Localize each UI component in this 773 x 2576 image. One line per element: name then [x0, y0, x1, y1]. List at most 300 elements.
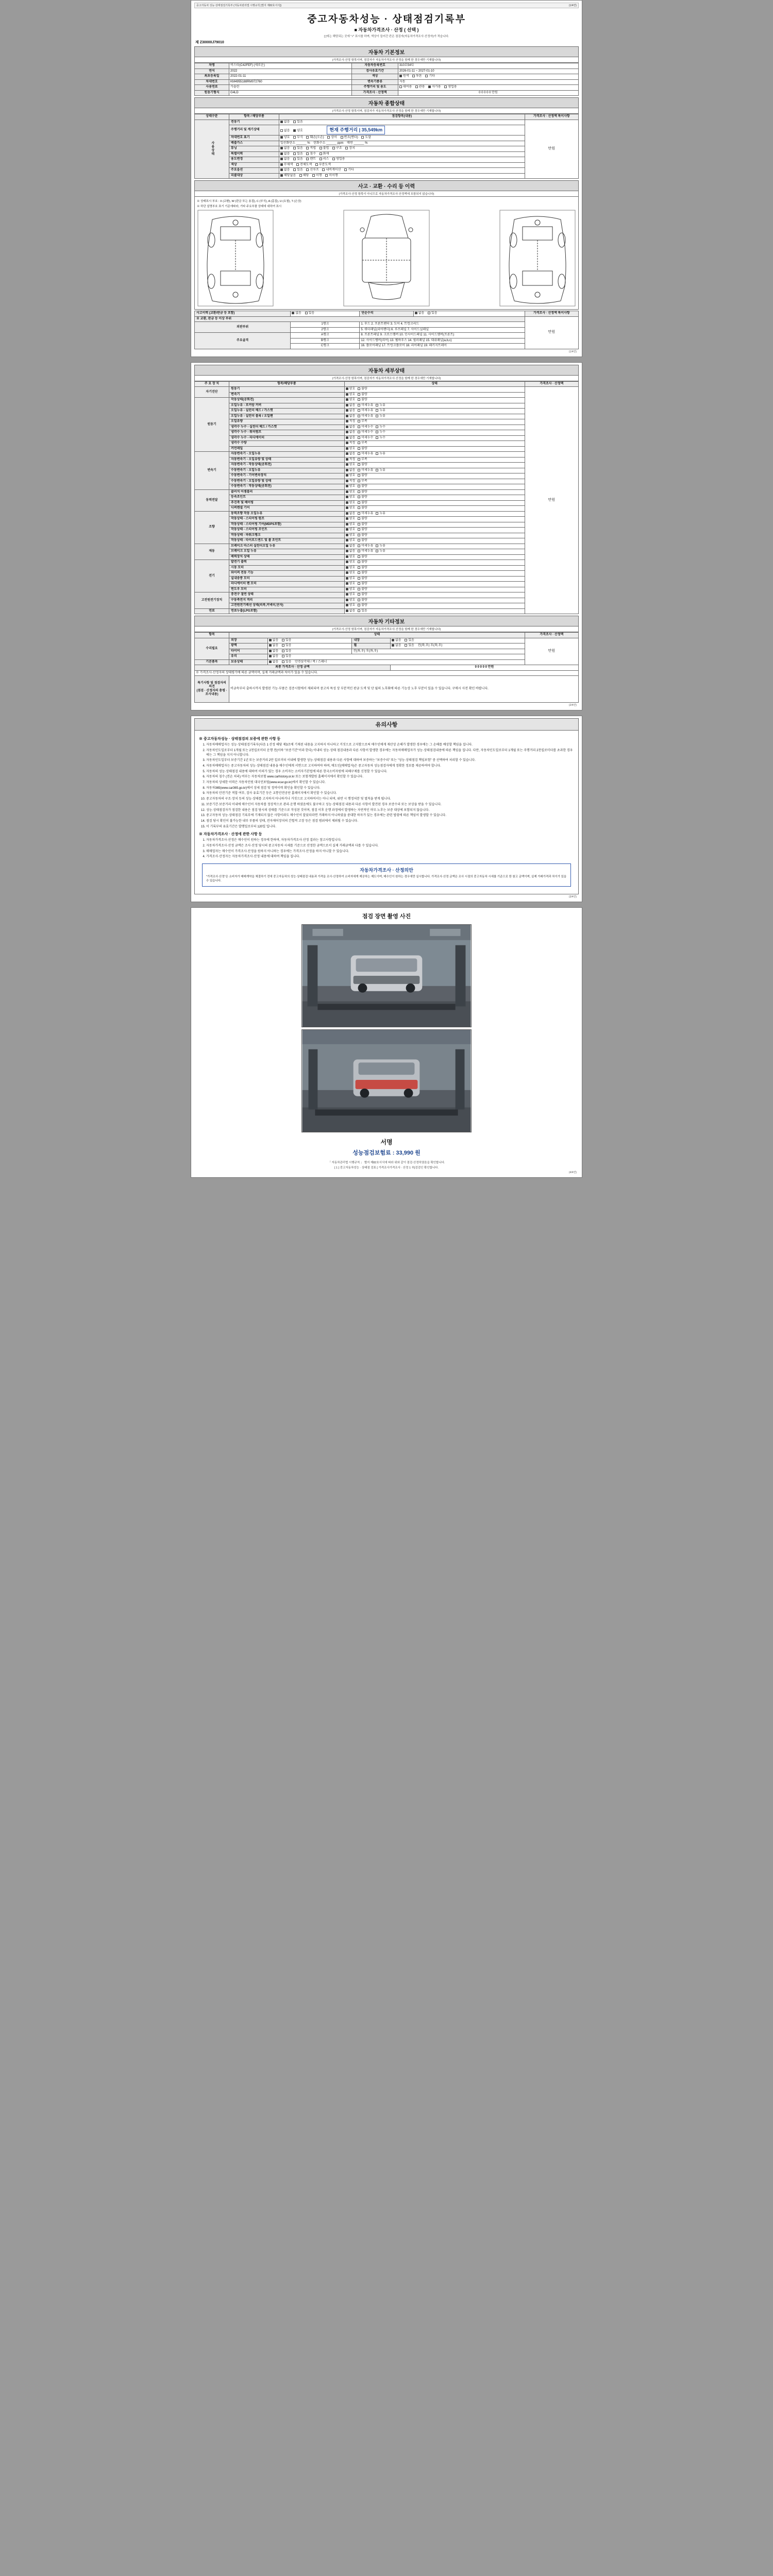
detail-row: [195, 479, 579, 484]
detail-opt-6-4-1[interactable]: [358, 582, 367, 586]
sign-footer-1: 「 자동차관리법 시행규칙 」 별지 제82호서식에 따라 위와 같이 점검·산정하였음을 확인합니다.: [328, 1161, 445, 1164]
other-opt-1-0-label: 없음: [272, 644, 279, 648]
basic-right-label: 가격조사 · 산정액: [352, 90, 398, 96]
detail-opt-2-6-1[interactable]: [358, 485, 367, 489]
detail-opts-6-2: [344, 571, 525, 577]
detail-item-6-3: 실내송풍 모터: [229, 576, 345, 582]
checkbox-icon: [444, 86, 447, 88]
emission-hc-label: 탄화수소: [313, 141, 326, 145]
detail-opt-1-2-1[interactable]: [358, 409, 373, 413]
detail-row: [195, 398, 579, 403]
detail-opt-4-4-1[interactable]: [358, 534, 367, 538]
other-opt2-1-1[interactable]: [405, 644, 414, 648]
guide-item-7: 8. 자동차365(www.car365.go.kr)에서 상세 점검 및 정비이력 확인을 확인할 수 있습니다.: [206, 786, 574, 791]
checkbox-icon: [346, 452, 348, 455]
detail-opt-label: 부족: [361, 420, 367, 423]
guide-sec1-list: [206, 743, 574, 802]
basic-value2-1: 2026-01-11 ~ 2027-01-10: [398, 69, 578, 74]
total-value: 0 0 0 0 0 만원: [390, 665, 578, 671]
detail-opt-2-4-1[interactable]: [358, 474, 367, 478]
footer-note-label: [195, 676, 229, 703]
detail-opt-label: 양호: [349, 582, 356, 586]
tuning-part-0[interactable]: [332, 147, 342, 151]
option-sub-0[interactable]: [306, 168, 318, 173]
detail-row: [195, 425, 579, 430]
detail-opt-1-7-1[interactable]: [358, 436, 373, 440]
detail-opt-0-1-0[interactable]: [346, 393, 356, 397]
detail-row: [195, 549, 579, 555]
basic-value2-0: 310호54디: [398, 63, 578, 69]
detail-opt-label: 없음: [349, 403, 356, 407]
checkbox-icon: [399, 75, 402, 77]
color-opt-0[interactable]: [399, 75, 409, 79]
detail-opt-2-3-2[interactable]: [376, 469, 385, 473]
overall-opt-1-1[interactable]: [293, 129, 303, 133]
detail-opt-6-2-0[interactable]: [346, 571, 356, 575]
detail-opt-label: 양호: [349, 533, 356, 537]
detail-opt-3-0-1[interactable]: [358, 490, 367, 495]
usechg-opt-0[interactable]: [280, 158, 290, 162]
detail-opts-7-0: [344, 592, 525, 598]
detail-opt-3-2-1[interactable]: [358, 501, 367, 505]
other-opt-4-0[interactable]: [269, 660, 279, 665]
detail-opt-3-3-0[interactable]: [346, 506, 356, 511]
detail-opts-1-5: [344, 425, 525, 430]
paint-opt-0[interactable]: [280, 163, 293, 167]
usechg-sub-1[interactable]: [320, 158, 329, 162]
fee-value: 33,990 원: [396, 1149, 421, 1156]
detail-opts-0-1: [344, 392, 525, 398]
other-opt-4-0-label: 없음: [272, 660, 279, 664]
detail-opt-label: 없음: [349, 436, 356, 439]
checkbox-icon: [346, 604, 348, 606]
checkbox-icon: [346, 447, 348, 450]
other-opt-3-0[interactable]: [269, 655, 279, 659]
other-opt-3-1[interactable]: [282, 655, 292, 659]
checkbox-icon: [346, 512, 348, 515]
checkbox-icon: [293, 158, 296, 160]
checkbox-icon: [280, 168, 283, 171]
usechg-sub-0-label: 렌트: [310, 158, 316, 161]
detail-opt-6-1-1[interactable]: [358, 566, 367, 570]
detail-item-7-2: 고전원전기배선 상태(피복,커넥터,단자): [229, 603, 345, 609]
checkbox-icon: [376, 431, 378, 433]
parts-title: ※ 교환, 판금 등 이상 부위: [195, 316, 525, 322]
detail-opt-2-0-2[interactable]: [376, 452, 385, 456]
checkbox-icon: [376, 550, 378, 552]
detail-opt-2-2-0[interactable]: [346, 463, 356, 467]
detail-opt-1-4-0[interactable]: [346, 420, 356, 424]
recall-opt-0[interactable]: [280, 174, 296, 178]
detail-opt-4-1-0[interactable]: [346, 517, 356, 521]
paint-opt-1[interactable]: [296, 163, 312, 167]
page-1: [191, 0, 582, 357]
detail-opt-1-3-0[interactable]: [346, 415, 356, 419]
guide-item-c-0: 1. 자동차가격조사·산정은 매수인이 원하는 경우에 한하며, 자동차가격조사·산정 결과는 참고사항입니다.: [206, 838, 574, 843]
tuning-sub-0[interactable]: [306, 147, 316, 151]
recall-opt-1-label: 해당: [303, 174, 309, 177]
page-2: [191, 362, 582, 711]
usage-opt-3[interactable]: [444, 86, 457, 90]
simple-opt-0[interactable]: [415, 312, 425, 316]
detail-opt-label: 누수: [379, 436, 385, 439]
basic-info-table: [194, 63, 579, 96]
detail-opt-2-2-1[interactable]: [358, 463, 367, 467]
detail-opt-1-6-1[interactable]: [358, 431, 373, 435]
checkbox-icon: [412, 75, 415, 77]
usage-opt-1[interactable]: [415, 86, 425, 90]
checkbox-icon: [346, 469, 348, 471]
checkbox-icon: [282, 639, 284, 641]
detail-opt-3-1-1[interactable]: [358, 496, 367, 500]
checkbox-icon: [346, 404, 348, 406]
detail-opt-4-5-1[interactable]: [358, 539, 367, 543]
checkbox-icon: [269, 639, 272, 641]
detail-opt-6-1-0[interactable]: [346, 566, 356, 570]
other-opt-2-1[interactable]: [282, 650, 292, 654]
other-opt-2-0[interactable]: [269, 650, 279, 654]
detail-opt-6-0-0[interactable]: [346, 561, 356, 565]
overall-opt-2-4-label: 변조(변타): [344, 136, 358, 140]
detail-opt-1-2-2[interactable]: [376, 409, 385, 413]
detail-opt-2-3-1[interactable]: [358, 469, 373, 473]
other-opt-1-0[interactable]: [269, 644, 279, 648]
option-sub-2[interactable]: [344, 168, 354, 173]
other-opt2-0-0[interactable]: [392, 639, 401, 643]
guide-item-c-1: 2. 자동차가격조사·산정 금액은 조사·산정 당시의 중고자동차 시세를 기준으로 산정한 금액으로서 실제 거래금액과 다를 수 있습니다.: [206, 844, 574, 849]
detail-opt-3-1-0[interactable]: [346, 496, 356, 500]
checkbox-icon: [358, 404, 360, 406]
option-opt-1[interactable]: [293, 168, 303, 173]
detail-opt-5-1-1[interactable]: [358, 550, 373, 554]
other-opt-4-1[interactable]: [282, 660, 292, 665]
detail-opt-1-1-1[interactable]: [358, 404, 373, 408]
detail-opt-1-2-0[interactable]: [346, 409, 356, 413]
detail-opt-4-2-0[interactable]: [346, 523, 356, 527]
detail-opt-2-5-1[interactable]: [358, 480, 367, 484]
detail-opt-1-7-2[interactable]: [376, 436, 385, 440]
detail-opts-1-4: [344, 419, 525, 425]
checkbox-icon: [358, 469, 360, 471]
detail-opts-1-6: [344, 430, 525, 436]
detail-opt-1-8-0[interactable]: [346, 442, 356, 446]
detail-opt-0-0-1[interactable]: [358, 387, 367, 392]
detail-opt-4-0-1[interactable]: [358, 512, 373, 516]
detail-opt-7-1-1[interactable]: [358, 599, 367, 603]
tuning-sub-1[interactable]: [320, 147, 329, 151]
overall-item-6: 용도변경: [229, 157, 279, 163]
detail-opt-4-1-1[interactable]: [358, 517, 367, 521]
detail-opt-2-4-0[interactable]: [346, 474, 356, 478]
notice-text: "가격조사·산정"은 소비자가 매매계약을 체결하기 전에 중고자동차의 성능·상태점검 내용과 가격을 조사·산정하여 소비자에게 제공하는 제도이며, 매수인이 원하는 경우에만 실시합니다. 가격조사·산정 금액은 조사 시점의 중고자동차 시세를 기준으로 한 참고 금액이며, 실제 거래가격과 차이가 있을 수 있습니다.: [206, 875, 567, 883]
detail-row: [195, 457, 579, 463]
checkbox-icon: [293, 168, 296, 171]
overall-opt-2-5[interactable]: [361, 136, 371, 140]
checkbox-icon: [346, 426, 348, 428]
checkbox-icon: [358, 609, 360, 612]
tuning-part-1[interactable]: [345, 147, 355, 151]
detail-opt-6-0-1[interactable]: [358, 561, 367, 565]
detail-opt-7-2-0[interactable]: [346, 604, 356, 608]
detail-opt-1-6-0[interactable]: [346, 431, 356, 435]
detail-group-3: 동력전달: [195, 489, 229, 511]
usage-opt-3-label: 영업용: [448, 86, 457, 89]
tuning-opt-1-label: 있음: [297, 147, 303, 150]
overall-col-detail: 점검항목(내용): [279, 114, 525, 120]
simple-opt-1[interactable]: [428, 312, 438, 316]
detail-opt-2-1-1[interactable]: [358, 458, 367, 462]
overall-opt-1-0[interactable]: [280, 129, 290, 133]
other-table: [194, 632, 579, 703]
option-opt-0[interactable]: [280, 168, 290, 173]
detail-opt-label: 불량: [361, 447, 367, 450]
other-opt2-1-0[interactable]: [392, 644, 401, 648]
overall-opt-2-3[interactable]: [327, 136, 337, 140]
checkbox-icon: [358, 539, 360, 541]
detail-opt-0-0-0[interactable]: [346, 387, 356, 392]
detail-opt-label: 양호: [349, 587, 356, 591]
checkbox-icon: [346, 550, 348, 552]
detail-row: [195, 484, 579, 490]
checkbox-icon: [269, 650, 272, 652]
detail-opt-1-3-2[interactable]: [376, 415, 385, 419]
checkbox-icon: [346, 577, 348, 580]
checkbox-icon: [293, 147, 296, 149]
checkbox-icon: [320, 147, 322, 149]
detail-opt-8-0-0[interactable]: [346, 609, 356, 614]
detail-opt-2-3-0[interactable]: [346, 469, 356, 473]
detail-opt-2-5-0[interactable]: [346, 480, 356, 484]
detail-opt-6-5-1[interactable]: [358, 588, 367, 592]
detail-opt-2-6-0[interactable]: [346, 485, 356, 489]
detail-item-1-2: 오일누유 - 실린더 헤드 / 가스켓: [229, 409, 345, 414]
part-rank-1-0: A랭크: [291, 333, 360, 338]
detail-opt-1-5-1[interactable]: [358, 426, 373, 430]
detail-opt-1-5-0[interactable]: [346, 426, 356, 430]
recall-sub-0[interactable]: [312, 174, 322, 178]
detail-opt-6-3-0[interactable]: [346, 577, 356, 581]
checkbox-icon: [345, 147, 348, 149]
detail-row: [195, 598, 579, 603]
detail-opt-7-1-0[interactable]: [346, 599, 356, 603]
checkbox-icon: [376, 512, 378, 515]
checkbox-icon: [358, 474, 360, 477]
page-4: [191, 907, 582, 1178]
usechg-opt-1-label: 있음: [297, 158, 303, 161]
detail-opt-4-2-1[interactable]: [358, 523, 367, 527]
detail-opt-7-2-1[interactable]: [358, 604, 367, 608]
detail-opt-5-0-1[interactable]: [358, 545, 373, 549]
other-opt-1-1[interactable]: [282, 644, 292, 648]
detail-opt-label: 부족: [361, 457, 367, 461]
accident-opts: [291, 311, 360, 317]
detail-opt-1-8-1[interactable]: [358, 442, 367, 446]
recall-sub-1[interactable]: [325, 174, 338, 178]
checkbox-icon: [346, 474, 348, 477]
other-opts-1: [267, 643, 352, 649]
detail-opt-4-4-0[interactable]: [346, 534, 356, 538]
color-opt-2[interactable]: [425, 75, 435, 79]
detail-opt-1-3-1[interactable]: [358, 415, 373, 419]
basic-value-1: 2022: [229, 69, 352, 74]
detail-opt-7-0-1[interactable]: [358, 593, 367, 597]
basic-value-0: 비스타(C42FEF) (새로운): [229, 63, 352, 69]
detail-opt-label: 없음: [349, 550, 356, 553]
checkbox-icon: [358, 426, 360, 428]
guide-sec1-title: ※ 중고자동차성능 · 상태점검의 보증에 관한 사항 등: [199, 737, 281, 741]
simple-opt-0-label: 없음: [418, 312, 425, 315]
detail-opt-label: 양호: [349, 506, 356, 510]
detail-opt-4-0-2[interactable]: [376, 512, 385, 516]
detail-opts-3-3: [344, 506, 525, 512]
detail-opt-1-5-2[interactable]: [376, 426, 385, 430]
tuning-opt-1[interactable]: [293, 147, 303, 151]
detail-opt-1-1-2[interactable]: [376, 404, 385, 408]
accident-opt-0[interactable]: [292, 312, 301, 316]
overall-opt-2-0[interactable]: [280, 136, 290, 140]
detail-opt-5-0-2[interactable]: [376, 545, 385, 549]
detail-opt-label: 없음: [349, 544, 356, 548]
detail-opt-6-4-0[interactable]: [346, 582, 356, 586]
detail-opt-3-2-0[interactable]: [346, 501, 356, 505]
detail-opt-label: 불량: [361, 485, 367, 488]
detail-opt-1-9-0[interactable]: [346, 447, 356, 451]
detail-item-3-3: 디퍼렌셜 기어: [229, 506, 345, 512]
detail-opt-7-0-0[interactable]: [346, 593, 356, 597]
detail-opt-6-2-1[interactable]: [358, 571, 367, 575]
overall-col-price: 가격조사 · 산정액 특이사항: [525, 114, 578, 120]
accident-price-value: 만원: [525, 316, 578, 349]
color-opt-1[interactable]: [412, 75, 422, 79]
guide-sec3-list: [206, 838, 574, 859]
usechg-sub-2[interactable]: [332, 158, 345, 162]
overall-detail-4: [279, 146, 525, 152]
special-sub-1[interactable]: [320, 152, 329, 157]
detail-opts-2-6: [344, 484, 525, 490]
usage-opt-0[interactable]: [399, 86, 412, 90]
other-col-price: 가격조사 · 산정액: [525, 633, 578, 638]
checkbox-icon: [358, 528, 360, 531]
usechg-sub-0[interactable]: [306, 158, 316, 162]
detail-table: [194, 381, 579, 615]
usage-opt-2-label: 자가용: [432, 86, 441, 89]
emission-hc-unit: ppm: [337, 141, 344, 145]
checkbox-icon: [346, 409, 348, 412]
detail-opts-2-0: [344, 452, 525, 457]
checkbox-icon: [320, 158, 322, 160]
detail-opt-4-5-0[interactable]: [346, 539, 356, 543]
special-opt-1[interactable]: [293, 152, 303, 157]
checkbox-icon: [358, 490, 360, 493]
detail-opt-5-0-0[interactable]: [346, 545, 356, 549]
overall-opt-2-1[interactable]: [293, 136, 303, 140]
detail-opt-1-0-0[interactable]: [346, 398, 356, 402]
detail-opt-5-2-1[interactable]: [358, 555, 367, 560]
detail-row: [195, 473, 579, 479]
detail-opts-6-5: [344, 587, 525, 592]
paint-opt-2-label: 부분도색: [318, 163, 331, 166]
overall-opt-0-1[interactable]: [293, 121, 303, 125]
checkbox-icon: [415, 86, 418, 88]
accident-opt-1[interactable]: [305, 312, 315, 316]
detail-opt-6-5-0[interactable]: [346, 588, 356, 592]
detail-opt-1-9-1[interactable]: [358, 447, 367, 451]
detail-opt-label: 불량: [361, 587, 367, 591]
detail-opt-4-3-1[interactable]: [358, 528, 367, 532]
sign-title: 서명: [380, 1138, 393, 1146]
detail-opt-1-4-1[interactable]: [358, 420, 367, 424]
detail-opt-2-1-0[interactable]: [346, 458, 356, 462]
detail-group-0: 자기진단: [195, 387, 229, 398]
detail-opts-3-1: [344, 495, 525, 501]
special-opt-0[interactable]: [280, 152, 290, 157]
detail-opt-label: 불량: [361, 474, 367, 478]
detail-row: [195, 603, 579, 609]
detail-opt-4-0-0[interactable]: [346, 512, 356, 516]
checkbox-icon: [358, 447, 360, 450]
special-sub-0[interactable]: [306, 152, 316, 157]
section-basic-sub: (가격조사·산정 항목이며, 점검자가 자동차가격조사·산정을 함께 한 경우에만 기재합니다): [194, 57, 579, 63]
other-opt-0-0-label: 없음: [272, 638, 279, 642]
detail-opt-label: 미세누유: [361, 550, 374, 553]
tuning-opt-0[interactable]: [280, 147, 290, 151]
detail-opt-label: 양호: [349, 571, 356, 575]
usage-opt-2[interactable]: [428, 86, 441, 90]
option-sub-1[interactable]: [322, 168, 341, 173]
detail-opt-1-0-1[interactable]: [358, 398, 367, 402]
basic-value-5: G4LD: [229, 90, 352, 96]
other-opt-0-0[interactable]: [269, 639, 279, 643]
overall-opt-2-2[interactable]: [306, 136, 324, 140]
usechg-opt-1[interactable]: [293, 158, 303, 162]
detail-opt-2-0-1[interactable]: [358, 452, 373, 456]
detail-opt-1-6-2[interactable]: [376, 431, 385, 435]
recall-opt-1[interactable]: [299, 174, 309, 178]
detail-opt-1-1-0[interactable]: [346, 404, 356, 408]
detail-opt-2-0-0[interactable]: [346, 452, 356, 456]
detail-opt-5-1-2[interactable]: [376, 550, 385, 554]
recall-sub-1-label: 미이행: [329, 174, 338, 177]
other-opt-2-0-label: 없음: [272, 649, 279, 653]
detail-opt-5-1-0[interactable]: [346, 550, 356, 554]
detail-opt-5-2-0[interactable]: [346, 555, 356, 560]
paint-opt-0-label: 무채색: [283, 163, 293, 166]
overall-opt-0-0[interactable]: [280, 121, 290, 125]
detail-item-0-1: 변속기: [229, 392, 345, 398]
paint-opt-2[interactable]: [315, 163, 331, 167]
detail-opt-3-3-1[interactable]: [358, 506, 367, 511]
checkbox-icon: [306, 152, 309, 155]
detail-opt-3-0-0[interactable]: [346, 490, 356, 495]
checkbox-icon: [282, 650, 284, 652]
detail-opt-0-1-1[interactable]: [358, 393, 367, 397]
detail-price-cell: 만원: [525, 387, 578, 614]
other-opt-0-1[interactable]: [282, 639, 292, 643]
checkbox-icon: [346, 539, 348, 541]
overall-opt-2-4[interactable]: [341, 136, 358, 140]
detail-opt-8-0-1[interactable]: [358, 609, 367, 614]
detail-opts-2-5: [344, 479, 525, 484]
detail-item-4-2: 작동상태 - 스티어링 기어(MDPS포함): [229, 522, 345, 528]
detail-opt-6-3-1[interactable]: [358, 577, 367, 581]
detail-opt-4-3-0[interactable]: [346, 528, 356, 532]
checkbox-icon: [280, 129, 283, 132]
other-opt2-0-1[interactable]: [405, 639, 414, 643]
detail-opt-1-7-0[interactable]: [346, 436, 356, 440]
overall-detail-5: [279, 151, 525, 157]
detail-opts-5-0: [344, 544, 525, 549]
guide-item-c-2: 3. 매매업자는 매수인이 가격조사·산정을 원하지 아니하는 경우에는 가격조사·산정을 하지 아니할 수 있습니다.: [206, 850, 574, 854]
